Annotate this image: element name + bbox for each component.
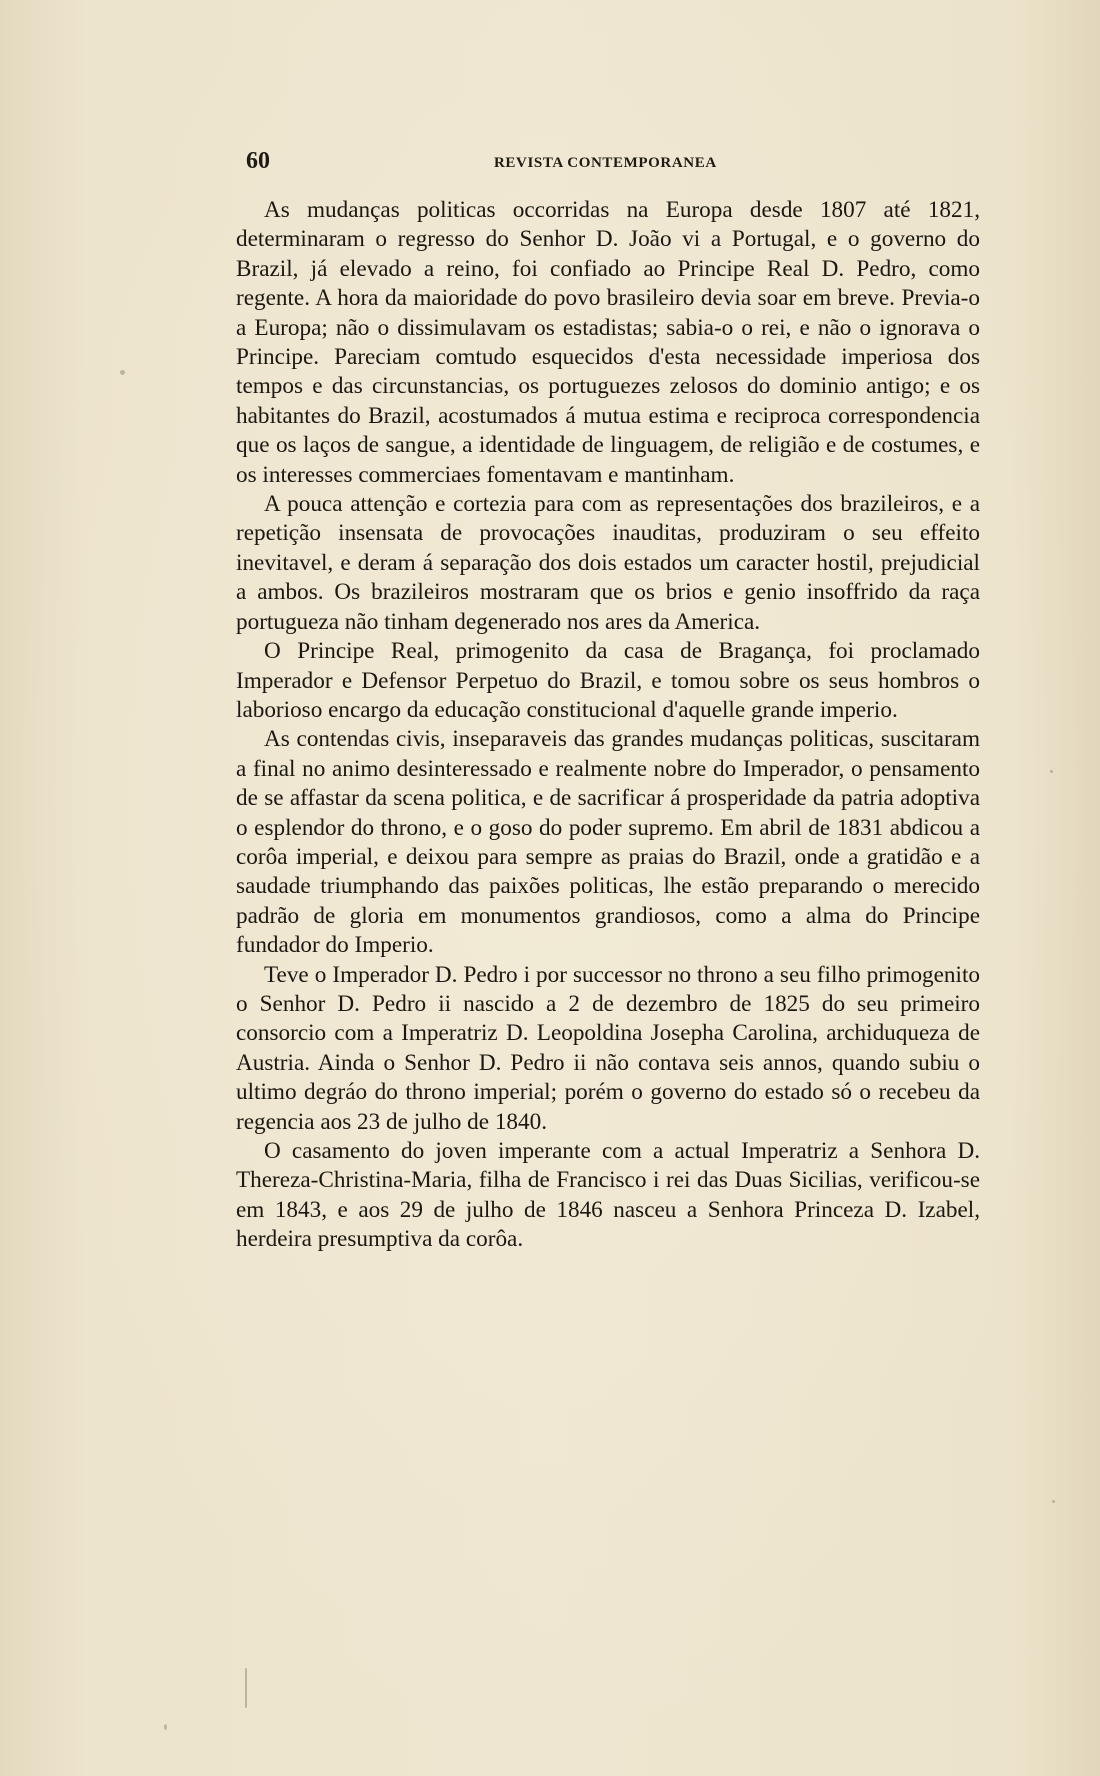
paragraph-6: O casamento do joven imperante com a actual Imperatriz a Senhora D. Thereza-Christina-Maria, filha de Francisco i rei das Duas Sicilias, verificou-se em 1843, e aos 29 de julho de 1846 nasceu a Senhora Princeza D. Izabel, herdeira presumptiva da corôa. xyxy=(236,1138,980,1253)
running-title: REVISTA CONTEMPORANEA xyxy=(494,155,717,171)
paragraph-2: A pouca attenção e cortezia para com as representações dos brazileiros, e a repetição insensata de provocações inauditas, produziram o seu effeito inevitavel, e deram á separação dos dois estados um caracter hostil, prejudicial a ambos. Os brazileiros mostraram que os brios e genio insoffrido da raça portugueza não tinham degenerado nos ares da America. xyxy=(236,491,980,635)
paragraph-3: O Principe Real, primogenito da casa de Bragança, foi proclamado Imperador e Defensor Perpetuo do Brazil, e tomou sobre os seus hombros o laborioso encargo da educação constitucional d'aquelle grande imperio. xyxy=(236,638,980,723)
paragraph-5: Teve o Imperador D. Pedro i por successor no throno a seu filho primogenito o Senhor D. Pedro ii nascido a 2 de dezembro de 1825 do seu primeiro consorcio com a Imperatriz D. Leopoldina Josepha Carolina, archiduqueza de Austria. Ainda o Senhor D. Pedro ii não contava seis annos, quando subiu o ultimo degráo do throno imperial; porém o governo do estado só o recebeu da regencia aos 23 de julho de 1840. xyxy=(236,961,980,1135)
paragraph-4: As contendas civis, inseparaveis das grandes mudanças politicas, suscitaram a final no animo desinteressado e realmente nobre do Imperador, o pensamento de se affastar da scena politica, e de sacrificar á prosperidade da patria adoptiva o esplendor do throno, e o goso do poder supremo. Em abril de 1831 abdicou a corôa imperial, e deixou para sempre as praias do Brazil, onde a gratidão e a saudade triumphando das paixões politicas, lhe estão preparando o merecido padrão de gloria em monumentos grandiosos, como a alma do Principe fundador do Imperio. xyxy=(236,726,980,959)
paragraph-1: As mudanças politicas occorridas na Europa desde 1807 até 1821, determinaram o regresso do Senhor D. João vi a Portugal, e o governo do Brazil, já elevado a reino, foi confiado ao Principe Real D. Pedro, como regente. A hora da maioridade do povo brasileiro devia soar em breve. Previa-o a Europa; não o dissimulavam os estadistas; sabia-o o rei, e não o ignorava o Principe. Pareciam comtudo esquecidos d'esta necessidade imperiosa dos tempos e das circunstancias, os portuguezes zelosos do dominio antigo; e os habitantes do Brazil, acostumados á mutua estima e reciproca correspondencia que os laços de sangue, a identidade de linguagem, de religião e de costumes, e os interesses commerciaes fomentavam e mantinham. xyxy=(236,197,980,488)
speck xyxy=(245,1668,247,1708)
speck xyxy=(120,370,125,375)
page-number: 60 xyxy=(246,148,270,174)
speck xyxy=(1050,770,1053,773)
text-body xyxy=(236,196,980,1255)
speck xyxy=(1052,1500,1055,1503)
page-header xyxy=(246,148,980,178)
speck xyxy=(164,1724,167,1730)
